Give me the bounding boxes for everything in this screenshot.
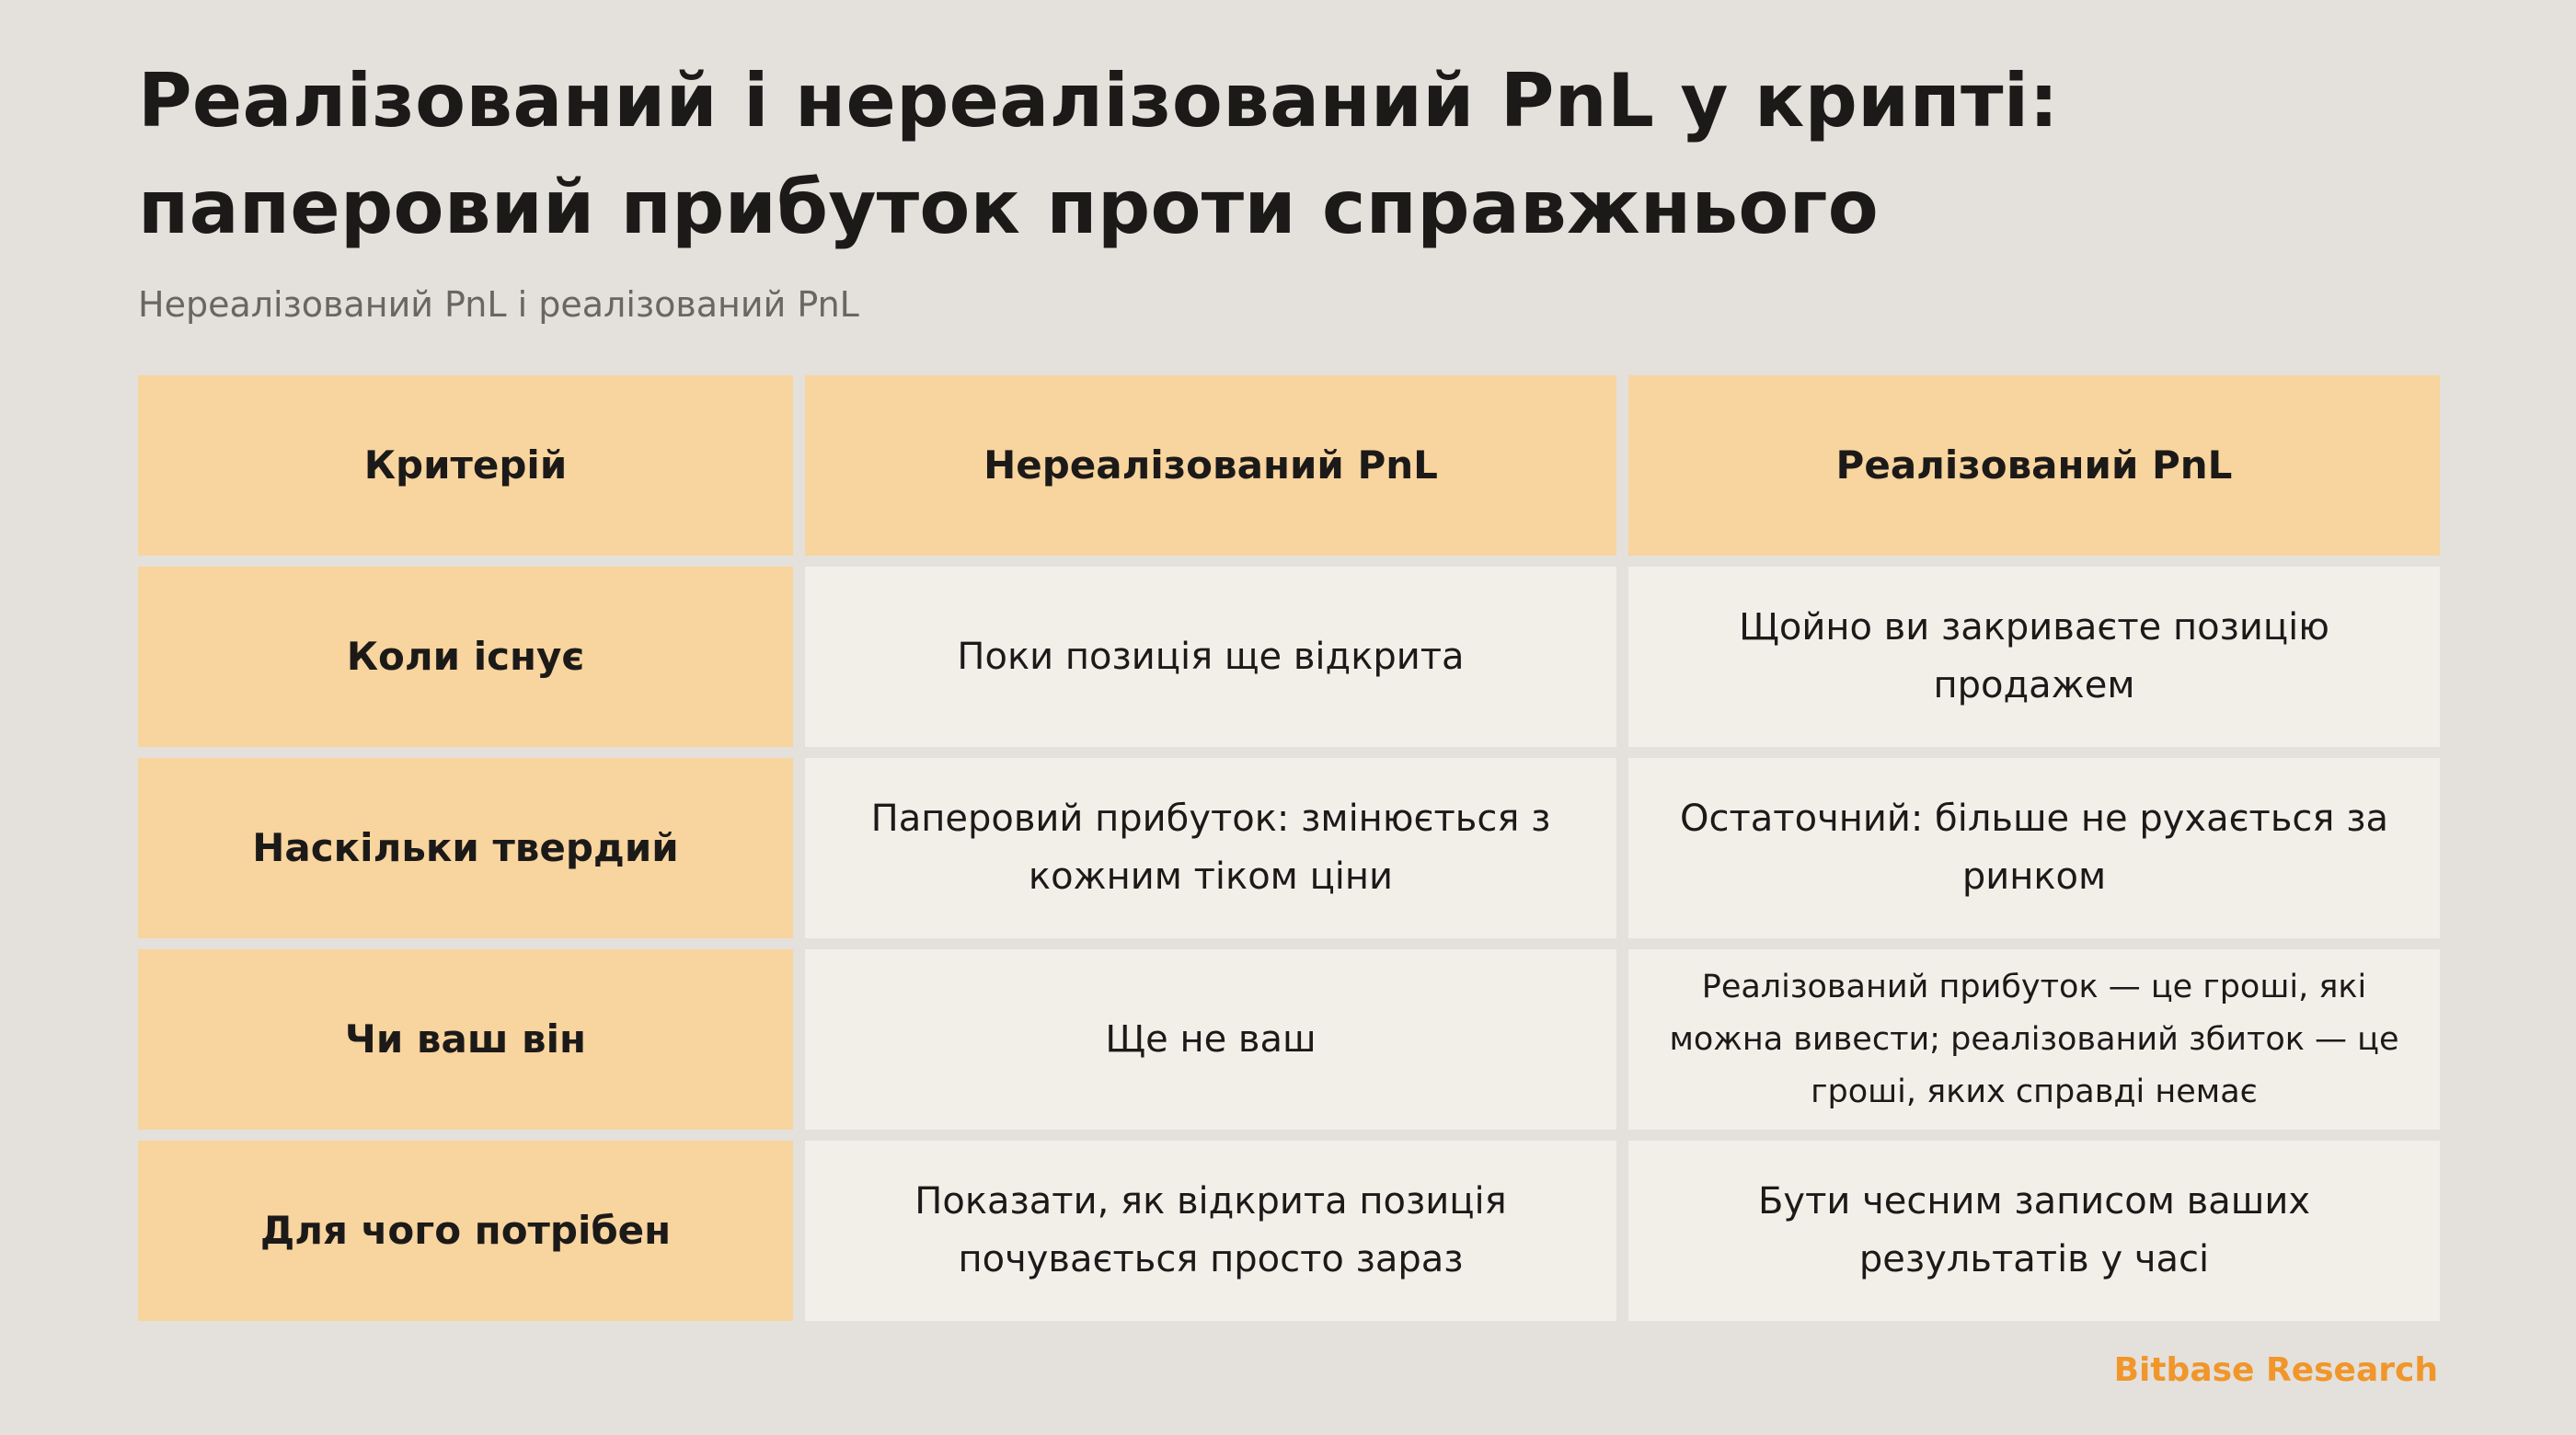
page-subtitle: Нереалізований PnL і реалізований PnL — [138, 284, 859, 325]
table-cell-unrealized: Показати, як відкрита позиція почувається просто зараз — [805, 1141, 1616, 1321]
table-cell-unrealized: Паперовий прибуток: змінюється з кожним тіком ціни — [805, 758, 1616, 938]
table-header-unrealized: Нереалізований PnL — [805, 375, 1616, 556]
table-header-criterion: Критерій — [138, 375, 793, 556]
page-title: Реалізований і нереалізований PnL у крипті: паперовий прибуток проти справжнього — [138, 58, 2059, 250]
table-row-criterion: Коли існує — [138, 567, 793, 747]
table-cell-realized: Остаточний: більше не рухається за ринком — [1628, 758, 2440, 938]
table-cell-realized: Реалізований прибуток — це гроші, які можна вивести; реалізований збиток — це гроші, яких справді немає — [1628, 949, 2440, 1130]
table-header-realized: Реалізований PnL — [1628, 375, 2440, 556]
table-cell-unrealized: Ще не ваш — [805, 949, 1616, 1130]
comparison-table — [138, 375, 2440, 1321]
brand-logo-text: Bitbase Research — [2113, 1351, 2438, 1389]
table-row-criterion: Для чого потрібен — [138, 1141, 793, 1321]
table-cell-realized: Бути чесним записом ваших результатів у часі — [1628, 1141, 2440, 1321]
table-row-criterion: Чи ваш він — [138, 949, 793, 1130]
table-cell-realized: Щойно ви закриваєте позицію продажем — [1628, 567, 2440, 747]
table-cell-unrealized: Поки позиція ще відкрита — [805, 567, 1616, 747]
table-row-criterion: Наскільки твердий — [138, 758, 793, 938]
